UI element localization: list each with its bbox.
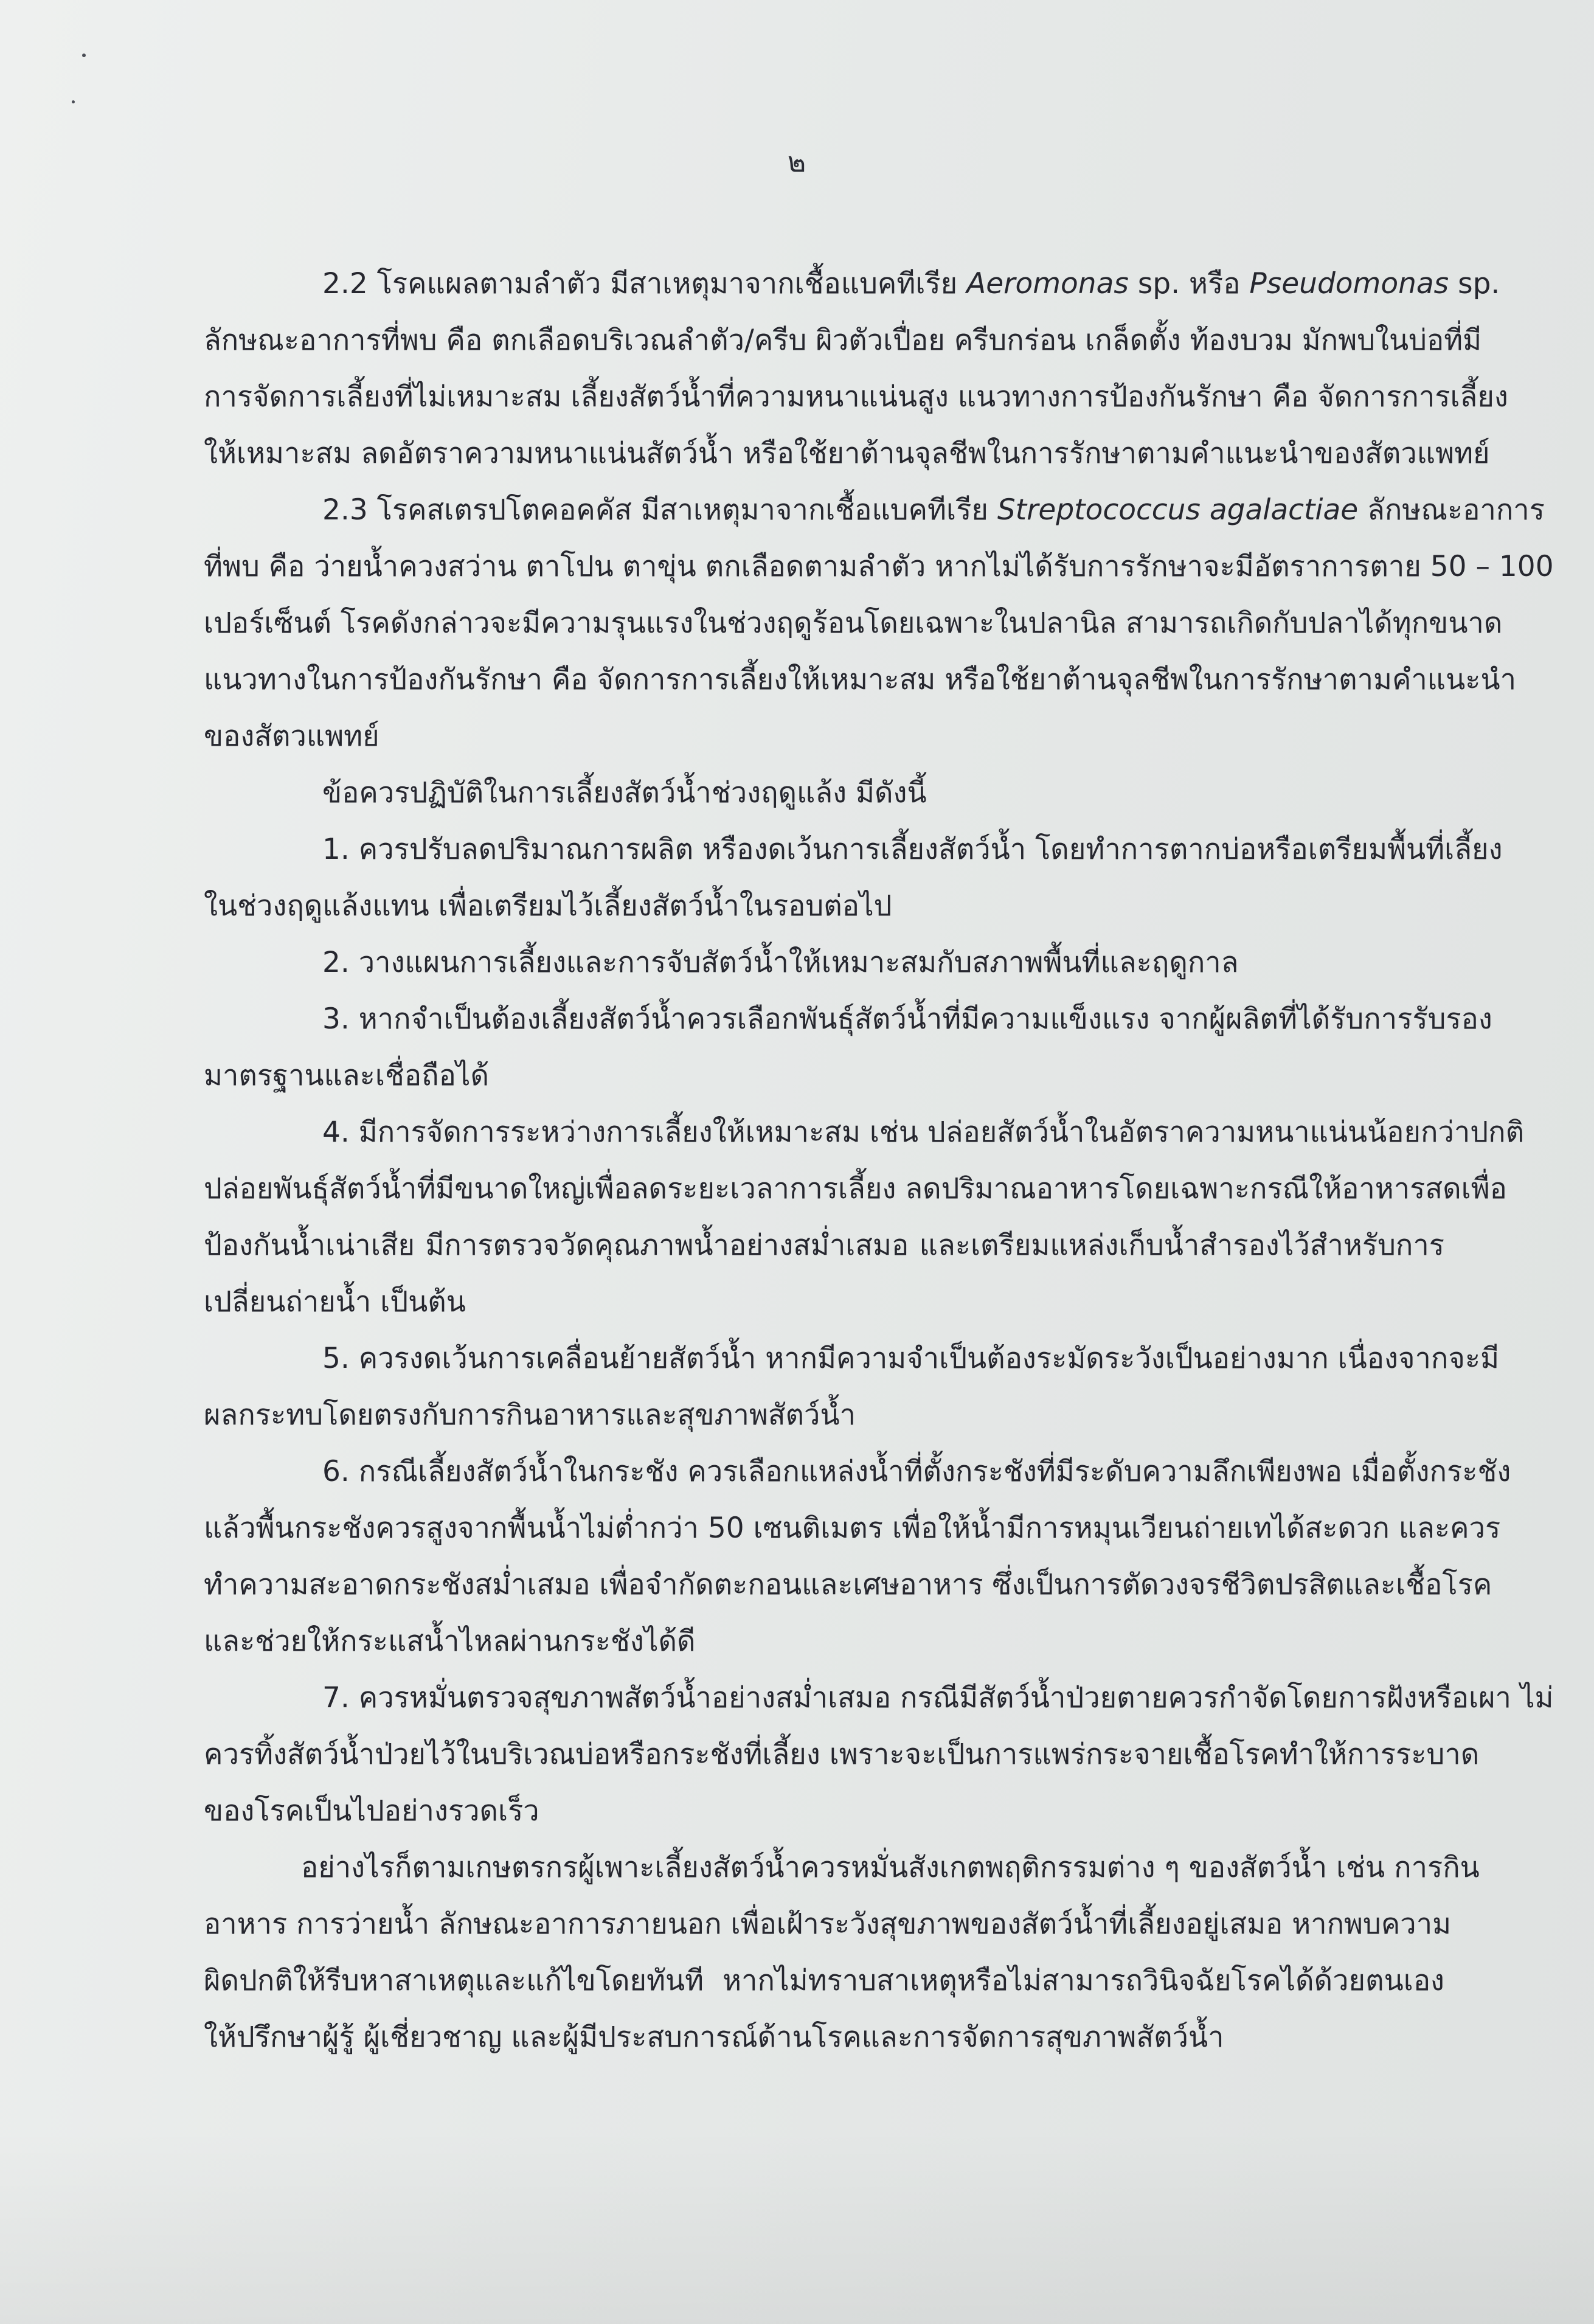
text-segment: ของสัตวแพทย์ — [204, 720, 379, 753]
text-line — [204, 765, 1444, 821]
text-line — [204, 651, 1516, 708]
text-segment: 7. ควรหมั่นตรวจสุขภาพสัตว์น้ำอย่างสม่ำเสมอ กรณีมีสัตว์น้ำป่วยตายควรกำจัดโดยการฝังหรือเผา ไม่ — [322, 1681, 1554, 1715]
text-line — [204, 255, 1500, 312]
text-segment: ผิดปกติให้รีบหาสาเหตุและแก้ไขโดยทันที หากไม่ทราบสาเหตุหรือไม่สามารถวินิจฉัยโรคได้ด้วยตนเอง — [204, 1964, 1444, 1997]
text-segment: sp. หรือ — [1128, 267, 1250, 300]
text-line — [204, 1670, 1554, 1726]
text-segment: sp. — [1449, 267, 1500, 300]
text-segment: มาตรฐานและเชื่อถือได้ — [204, 1059, 489, 1092]
text-segment: ลักษณะอาการที่พบ คือ ตกเลือดบริเวณลำตัว/ครีบ ผิวตัวเปื่อย ครีบกร่อน เกล็ดตั้ง ท้องบวม มักพบในบ่อที่มี — [204, 324, 1482, 357]
scientific-name: Streptococcus agalactiae — [997, 493, 1359, 527]
text-segment: เปอร์เซ็นต์ โรคดังกล่าวจะมีความรุนแรงในช่วงฤดูร้อนโดยเฉพาะในปลานิล สามารถเกิดกับปลาได้ทุกขนาด — [204, 606, 1503, 640]
text-line — [204, 1274, 1444, 1330]
scientific-name: Aeromonas — [966, 267, 1129, 300]
text-segment: เปลี่ยนถ่ายน้ำ เป็นต้น — [204, 1285, 466, 1319]
text-segment: ควรทิ้งสัตว์น้ำป่วยไว้ในบริเวณบ่อหรือกระชังที่เลี้ยง เพราะจะเป็นการแพร่กระจายเชื้อโรคทำให้การระบาด — [204, 1738, 1480, 1771]
page-shadow — [0, 2129, 1594, 2324]
text-segment: แล้วพื้นกระชังควรสูงจากพื้นน้ำไม่ต่ำกว่า 50 เซนติเมตร เพื่อให้น้ำมีการหมุนเวียนถ่ายเทได้สะดวก และควร — [204, 1511, 1501, 1545]
text-segment: ผลกระทบโดยตรงกับการกินอาหารและสุขภาพสัตว์น้ำ — [204, 1398, 856, 1432]
text-line — [204, 1160, 1507, 1217]
text-segment: ให้เหมาะสม ลดอัตราความหนาแน่นสัตว์น้ำ หรือใช้ยาต้านจุลชีพในการรักษาตามคำแนะนำของสัตวแพทย์ — [204, 437, 1490, 470]
speck-mark — [72, 100, 75, 103]
body-text — [204, 255, 1554, 2066]
text-line — [204, 934, 1444, 991]
text-line — [204, 312, 1482, 369]
text-line — [204, 1839, 1480, 1896]
text-segment: 3. หากจำเป็นต้องเลี้ยงสัตว์น้ำควรเลือกพันธุ์สัตว์น้ำที่มีความแข็งแรง จากผู้ผลิตที่ได้รับการรับรอง — [322, 1002, 1492, 1036]
text-line — [204, 2009, 1444, 2066]
text-line — [204, 1217, 1444, 1274]
text-segment: 6. กรณีเลี้ยงสัตว์น้ำในกระชัง ควรเลือกแหล่งน้ำที่ตั้งกระชังที่มีระดับความลึกเพียงพอ เมื่อตั้งกระชัง — [322, 1455, 1511, 1488]
text-line — [204, 595, 1503, 651]
text-segment: 5. ควรงดเว้นการเคลื่อนย้ายสัตว์น้ำ หากมีความจำเป็นต้องระมัดระวังเป็นอย่างมาก เนื่องจากจะมี — [322, 1342, 1500, 1375]
text-segment: ป้องกันน้ำเน่าเสีย มีการตรวจวัดคุณภาพน้ำอย่างสม่ำเสมอ และเตรียมแหล่งเก็บน้ำสำรองไว้สำหรับการ — [204, 1229, 1444, 1262]
text-segment: การจัดการเลี้ยงที่ไม่เหมาะสม เลี้ยงสัตว์น้ำที่ความหนาแน่นสูง แนวทางการป้องกันรักษา คือ จัดการการเลี้ยง — [204, 380, 1508, 414]
text-line — [204, 538, 1554, 595]
speck-mark — [82, 54, 86, 57]
text-line — [204, 369, 1508, 425]
text-segment: อย่างไรก็ตามเกษตรกรผู้เพาะเลี้ยงสัตว์น้ำควรหมั่นสังเกตพฤติกรรมต่าง ๆ ของสัตว์น้ำ เช่น การกิน — [301, 1851, 1480, 1884]
text-line — [204, 425, 1490, 482]
text-line — [204, 1896, 1452, 1952]
text-segment: อาหาร การว่ายน้ำ ลักษณะอาการภายนอก เพื่อเฝ้าระวังสุขภาพของสัตว์น้ำที่เลี้ยงอยู่เสมอ หากพบความ — [204, 1907, 1452, 1941]
text-line — [204, 821, 1503, 878]
text-line — [204, 1500, 1501, 1556]
page-number: ๒ — [787, 145, 806, 178]
text-line — [204, 1556, 1492, 1613]
scientific-name: Pseudomonas — [1249, 267, 1449, 300]
text-line — [204, 1047, 1444, 1104]
text-line — [204, 878, 1444, 934]
text-segment: 2.2 โรคแผลตามลำตัว มีสาเหตุมาจากเชื้อแบคทีเรีย — [322, 267, 967, 300]
text-line — [204, 1443, 1511, 1500]
text-line — [204, 991, 1492, 1047]
text-line — [204, 482, 1545, 538]
text-segment: ทำความสะอาดกระชังสม่ำเสมอ เพื่อจำกัดตะกอนและเศษอาหาร ซึ่งเป็นการตัดวงจรชีวิตปรสิตและเชื้อโรค — [204, 1568, 1492, 1601]
text-line — [204, 708, 1444, 765]
text-segment: ให้ปรึกษาผู้รู้ ผู้เชี่ยวชาญ และผู้มีประสบการณ์ด้านโรคและการจัดการสุขภาพสัตว์น้ำ — [204, 2020, 1224, 2054]
text-line — [204, 1613, 1444, 1670]
text-segment: และช่วยให้กระแสน้ำไหลผ่านกระชังได้ดี — [204, 1625, 696, 1658]
text-segment: 2.3 โรคสเตรปโตคอคคัส มีสาเหตุมาจากเชื้อแบคทีเรีย — [322, 493, 997, 527]
text-line — [204, 1330, 1500, 1387]
text-segment: 1. ควรปรับลดปริมาณการผลิต หรืองดเว้นการเลี้ยงสัตว์น้ำ โดยทำการตากบ่อหรือเตรียมพื้นที่เลี้ยง — [322, 833, 1503, 866]
text-line — [204, 1104, 1525, 1160]
text-segment: 2. วางแผนการเลี้ยงและการจับสัตว์น้ำให้เหมาะสมกับสภาพพื้นที่และฤดูกาล — [322, 946, 1239, 979]
text-segment: ลักษณะอาการ — [1358, 493, 1545, 527]
text-segment: ในช่วงฤดูแล้งแทน เพื่อเตรียมไว้เลี้ยงสัตว์น้ำในรอบต่อไป — [204, 889, 892, 923]
text-segment: ข้อควรปฏิบัติในการเลี้ยงสัตว์น้ำช่วงฤดูแล้ง มีดังนี้ — [322, 776, 927, 810]
text-segment: ที่พบ คือ ว่ายน้ำควงสว่าน ตาโปน ตาขุ่น ตกเลือดตามลำตัว หากไม่ได้รับการรักษาจะมีอัตราการตาย 50 – 100 — [204, 550, 1554, 583]
text-line — [204, 1952, 1444, 2009]
text-line — [204, 1387, 1444, 1443]
text-segment: แนวทางในการป้องกันรักษา คือ จัดการการเลี้ยงให้เหมาะสม หรือใช้ยาต้านจุลชีพในการรักษาตามคำแนะนำ — [204, 663, 1516, 696]
text-segment: ของโรคเป็นไปอย่างรวดเร็ว — [204, 1794, 539, 1828]
text-line — [204, 1726, 1480, 1783]
text-line — [204, 1783, 1444, 1839]
text-segment: 4. มีการจัดการระหว่างการเลี้ยงให้เหมาะสม เช่น ปล่อยสัตว์น้ำในอัตราความหนาแน่นน้อยกว่าปกติ — [322, 1115, 1525, 1149]
text-segment: ปล่อยพันธุ์สัตว์น้ำที่มีขนาดใหญ่เพื่อลดระยะเวลาการเลี้ยง ลดปริมาณอาหารโดยเฉพาะกรณีให้อาหารสดเพื่อ — [204, 1172, 1507, 1205]
